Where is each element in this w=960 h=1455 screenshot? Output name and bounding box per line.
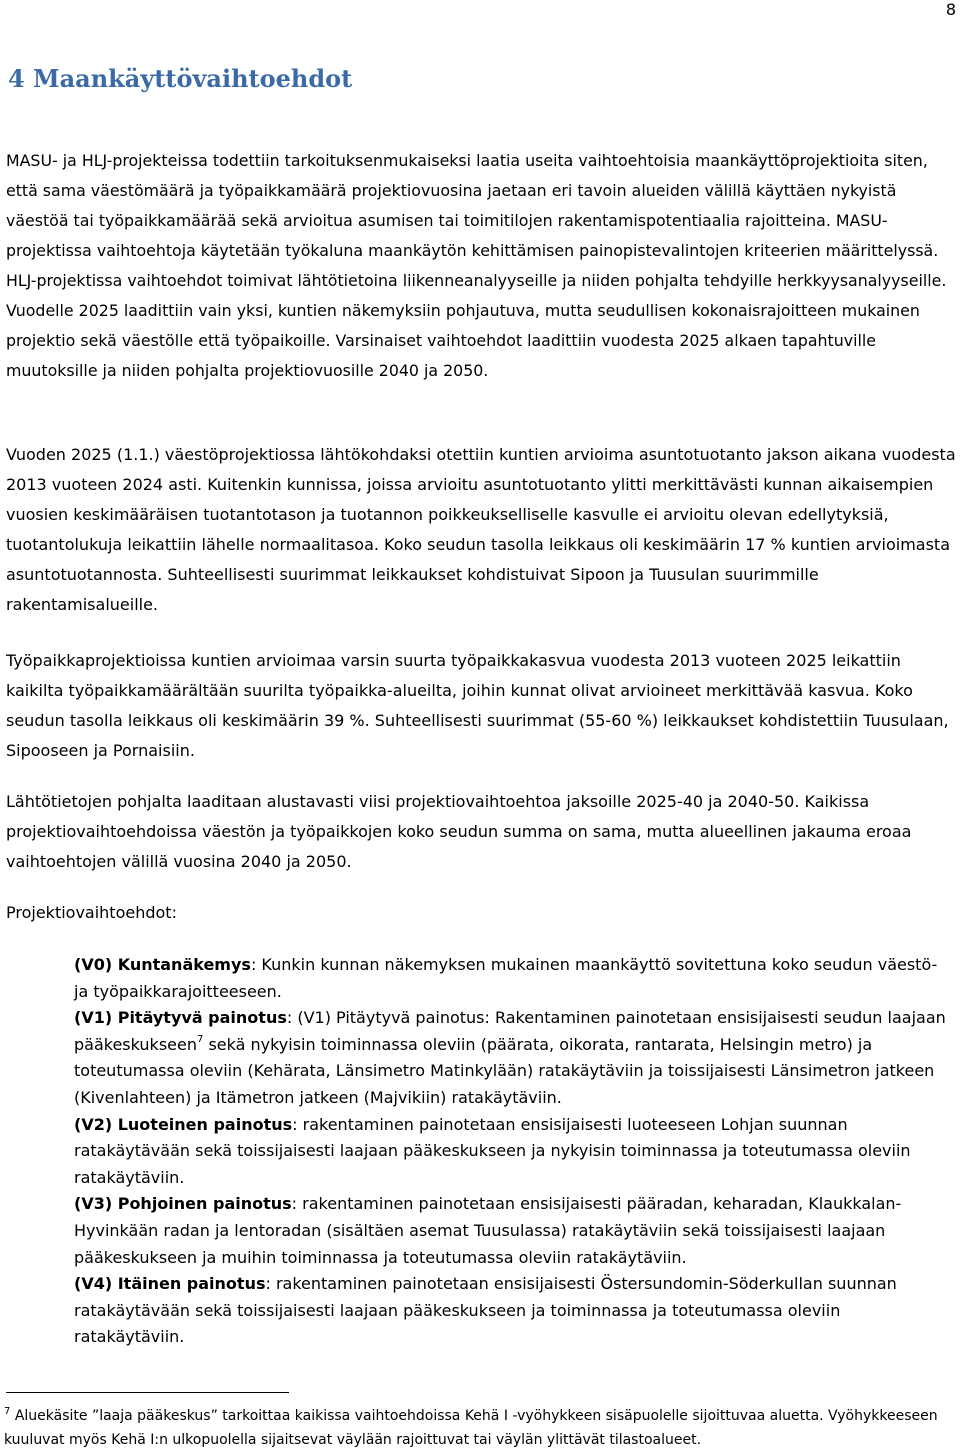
projection-options-list — [74, 952, 954, 1351]
paragraph-options-label: Projektiovaihtoehdot: — [6, 903, 177, 922]
option-text: : rakentaminen painotetaan ensisijaisesti luoteeseen Lohjan suunnan ratakäytävään sekä toissijaisesti laajaan pääkeskukseen ja nykyisin toiminnassa ja toteutumassa oleviin ratakäytäviin. — [74, 1114, 911, 1187]
option-v1 — [74, 1005, 954, 1111]
option-text-continued: sekä nykyisin toiminnassa oleviin (päärata, oikorata, rantarata, Helsingin metro) ja toteutumassa oleviin (Kehärata, Länsimetro Matinkylään) ratakäytäviin ja toissijaisesti Länsimetron jatkeen (Kivenlahteen) ja Itämetron jatkeen (Majvikiin) ratakäytäviin. — [74, 1034, 935, 1107]
paragraph-population-projection: Vuoden 2025 (1.1.) väestöprojektiossa lähtökohdaksi otettiin kuntien arvioima asuntotuotanto jakson aikana vuodesta 2013 vuoteen 2024 asti. Kuitenkin kunnissa, joissa arvioitu asuntotuotanto ylitti merkittävästi kunnan aikaisempien vuosien keskimääräisen tuotantotason ja tuotannon poikkeukselliselle kasvulle ei arvioitu olevan edellytyksiä, tuotantolukuja leikattiin lähelle normaalitasoa. Koko seudun tasolla leikkaus oli keskimäärin 17 % kuntien arvioimasta asuntotuotannosta. Suhteellisesti suurimmat leikkaukset kohdistuivat Sipoon ja Tuusulan suurimmille rakentamisalueille. — [6, 445, 956, 614]
section-heading: 4 Maankäyttövaihtoehdot — [8, 64, 353, 93]
option-label: (V3) Pohjoinen painotus — [74, 1194, 292, 1214]
paragraph-alternatives: Lähtötietojen pohjalta laaditaan alustavasti viisi projektiovaihtoehtoa jaksoille 2025-40 ja 2040-50. Kaikissa projektiovaihtoehdoissa väestön ja työpaikkojen koko seudun summa on sama, mutta alueellinen jakauma eroaa vaihtoehtojen välillä vuosina 2040 ja 2050. — [6, 792, 912, 871]
option-text: : (V1) Pitäytyvä painotus: Rakentaminen painotetaan ensisijaisesti seudun laajaan pääkeskukseen — [74, 1008, 946, 1054]
option-text: : rakentaminen painotetaan ensisijaisesti Östersundomin-Söderkullan suunnan ratakäytävään sekä toissijaisesti laajaan pääkeskukseen ja toiminnassa ja toteutumassa oleviin ratakäytäviin. — [74, 1274, 897, 1347]
option-label: (V0) Kuntanäkemys — [74, 955, 251, 974]
option-v3 — [74, 1191, 954, 1271]
option-v2 — [74, 1112, 954, 1192]
footnote-text: Aluekäsite ”laaja pääkeskus” tarkoittaa kaikissa vaihtoehdoissa Kehä I -vyöhykkeen sisäpuolelle sijoittuvaa aluetta. Vyöhykkeeseen kuuluvat myös Kehä I:n ulkopuolella sijaitsevat väylään rajoittuvat tai väylän ylittävät tilastoalueet. — [4, 1408, 938, 1448]
footnote-divider — [6, 1392, 289, 1393]
page-number: 8 — [945, 0, 956, 19]
option-label: (V2) Luoteinen painotus — [74, 1114, 293, 1134]
option-v4 — [74, 1271, 954, 1351]
option-label: (V1) Pitäytyvä painotus — [74, 1008, 287, 1028]
option-text: : Kunkin kunnan näkemyksen mukainen maankäyttö sovitettuna koko seudun väestö- ja työpaikkarajoitteeseen. — [74, 955, 938, 1001]
footnote — [4, 1404, 956, 1452]
footnote-number: 7 — [4, 1406, 11, 1417]
option-label: (V4) Itäinen painotus — [74, 1274, 266, 1294]
option-text: : rakentaminen painotetaan ensisijaisesti pääradan, keharadan, Klaukkalan-Hyvinkään radan ja lentoradan (sisältäen asemat Tuusulassa) ratakäytäviin sekä toissijaisesti laajaan pääkeskukseen ja muihin toiminnassa ja toteutumassa oleviin ratakäytäviin. — [74, 1194, 902, 1267]
footnote-reference[interactable]: 7 — [196, 1033, 204, 1045]
option-v0 — [74, 952, 954, 1005]
paragraph-workplace-projection: Työpaikkaprojektioissa kuntien arvioimaa varsin suurta työpaikkakasvua vuodesta 2013 vuoteen 2025 leikattiin kaikilta työpaikkamäärältään suurilta työpaikka-alueilta, joihin kunnat olivat arvioineet merkittävää kasvua. Koko seudun tasolla leikkaus oli keskimäärin 39 %. Suhteellisesti suurimmat (55-60 %) leikkaukset kohdistettiin Tuusulaan, Sipooseen ja Pornaisiin. — [6, 651, 949, 760]
paragraph-intro: MASU- ja HLJ-projekteissa todettiin tarkoituksenmukaiseksi laatia useita vaihtoehtoisia maankäyttöprojektioita siten, että sama väestömäärä ja työpaikkamäärä projektiovuosina jaetaan eri tavoin alueiden välillä käyttäen nykyistä väestöä tai työpaikkamäärää sekä arvioitua asumisen tai toimitilojen rakentamispotentiaalia rajoitteina. MASU-projektissa vaihtoehtoja käytetään työkaluna maankäytön kehittämisen painopistevalintojen kriteerien määrittelyssä. HLJ-projektissa vaihtoehdot toimivat lähtötietoina liikenneanalyyseille ja niiden pohjalta tehdyille herkkyysanalyyseille. Vuodelle 2025 laadittiin vain yksi, kuntien näkemyksiin pohjautuva, mutta seudullisen kokonaisrajoitteen mukainen projektio sekä väestölle että työpaikoille. Varsinaiset vaihtoehdot laadittiin vuodesta 2025 alkaen tapahtuville muutoksille ja niiden pohjalta projektiovuosille 2040 ja 2050. — [6, 151, 947, 380]
